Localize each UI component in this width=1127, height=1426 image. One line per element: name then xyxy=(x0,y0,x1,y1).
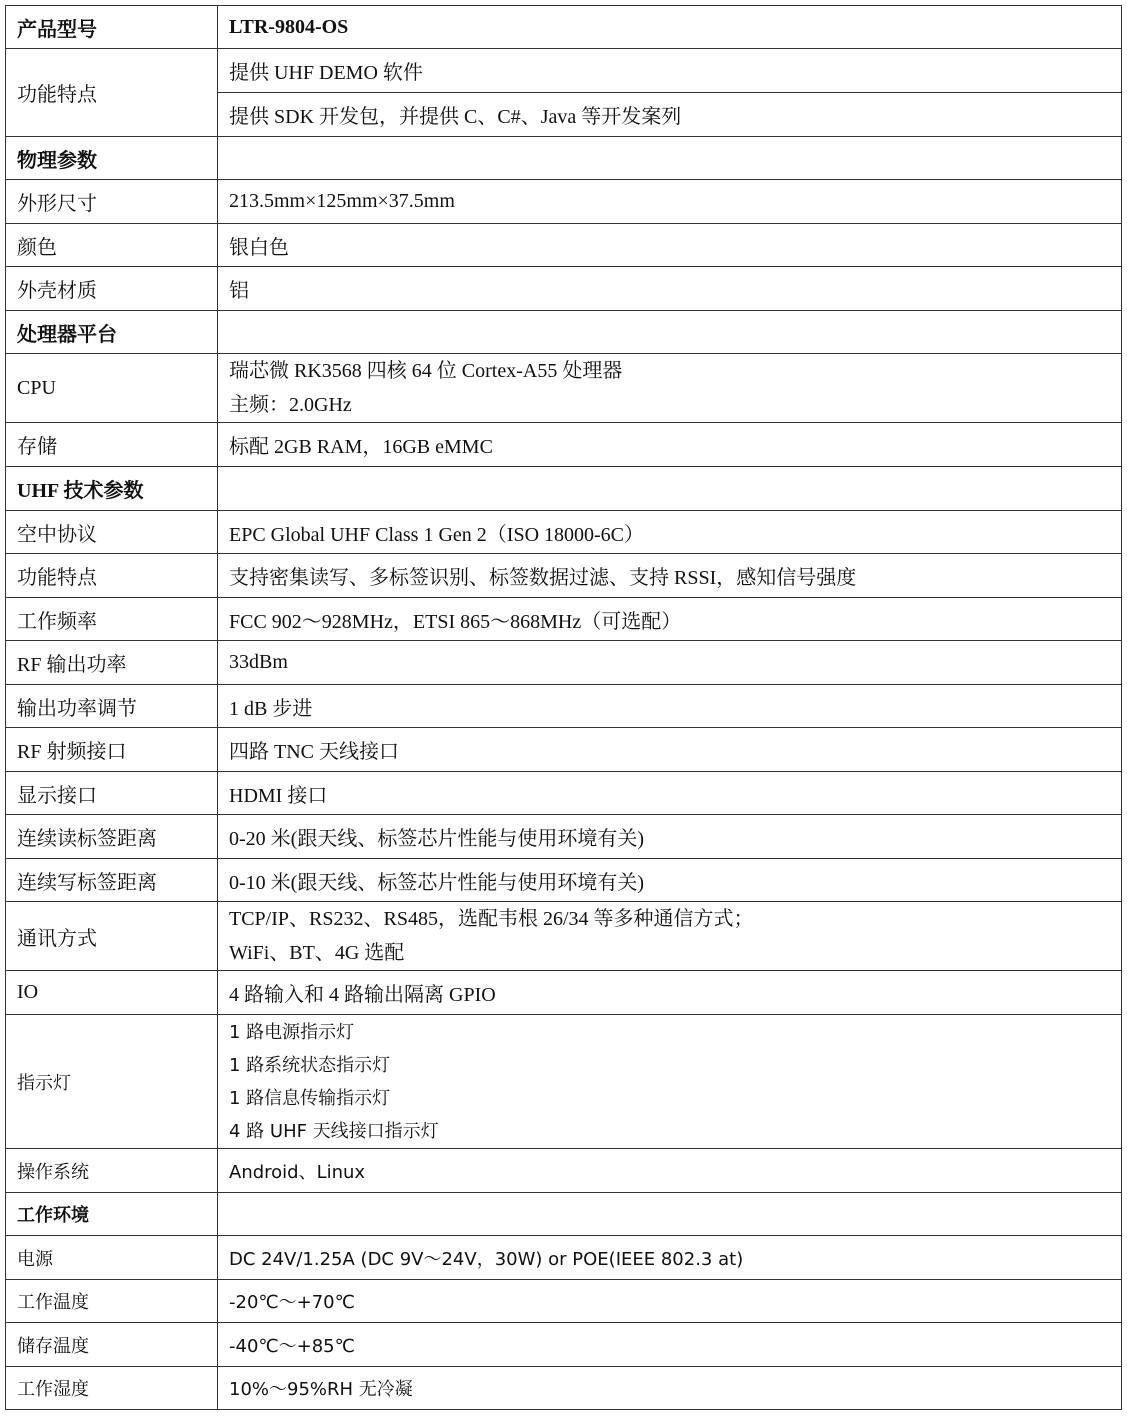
table-row xyxy=(6,728,1122,772)
table-row xyxy=(6,598,1122,641)
section-heading: 物理参数 xyxy=(6,137,218,180)
empty-cell xyxy=(218,1193,1122,1236)
row-label: RF 输出功率 xyxy=(6,641,218,685)
section-heading: 工作环境 xyxy=(6,1193,218,1236)
row-value: 支持密集读写、多标签识别、标签数据过滤、支持 RSSI，感知信号强度 xyxy=(218,554,1122,598)
value-line: 1 路系统状态指示灯 xyxy=(229,1054,391,1076)
row-label: 通讯方式 xyxy=(6,902,218,971)
section-row xyxy=(6,311,1122,354)
value-line: 1 路电源指示灯 xyxy=(229,1021,355,1043)
value-line: 主频：2.0GHz xyxy=(229,394,352,416)
row-value: 33dBm xyxy=(218,641,1122,685)
row-value: DC 24V/1.25A (DC 9V～24V，30W) or POE(IEEE 802.3 at) xyxy=(218,1236,1122,1280)
table-row xyxy=(6,902,1122,971)
table-row xyxy=(6,772,1122,815)
empty-cell xyxy=(218,137,1122,180)
row-value: 0-10 米(跟天线、标签芯片性能与使用环境有关) xyxy=(218,859,1122,902)
row-label: 电源 xyxy=(6,1236,218,1280)
section-heading: 处理器平台 xyxy=(6,311,218,354)
row-value: 提供 SDK 开发包，并提供 C、C#、Java 等开发案列 xyxy=(218,93,1122,137)
row-value: EPC Global UHF Class 1 Gen 2（ISO 18000-6C） xyxy=(218,511,1122,554)
row-label: 产品型号 xyxy=(6,6,218,49)
row-value: -20℃～+70℃ xyxy=(218,1280,1122,1323)
row-label: RF 射频接口 xyxy=(6,728,218,772)
value-line: 1 路信息传输指示灯 xyxy=(229,1087,391,1109)
table-row xyxy=(6,685,1122,728)
row-value: 10%～95%RH 无冷凝 xyxy=(218,1367,1122,1410)
row-label: 指示灯 xyxy=(6,1015,218,1149)
row-value: 0-20 米(跟天线、标签芯片性能与使用环境有关) xyxy=(218,815,1122,859)
row-value: 提供 UHF DEMO 软件 xyxy=(218,49,1122,93)
row-label: CPU xyxy=(6,354,218,423)
table-row xyxy=(6,641,1122,685)
row-label: IO xyxy=(6,971,218,1015)
row-value: 银白色 xyxy=(218,224,1122,267)
row-label: 储存温度 xyxy=(6,1323,218,1367)
row-value: FCC 902～928MHz，ETSI 865～868MHz（可选配） xyxy=(218,598,1122,641)
row-label: 功能特点 xyxy=(6,49,218,137)
section-heading: UHF 技术参数 xyxy=(6,467,218,511)
row-label: 输出功率调节 xyxy=(6,685,218,728)
row-value: 1 dB 步进 xyxy=(218,685,1122,728)
row-value: HDMI 接口 xyxy=(218,772,1122,815)
row-value: -40℃～+85℃ xyxy=(218,1323,1122,1367)
row-label: 连续写标签距离 xyxy=(6,859,218,902)
row-value xyxy=(218,902,1122,971)
table-row xyxy=(6,1236,1122,1280)
table-row xyxy=(6,511,1122,554)
row-label: 显示接口 xyxy=(6,772,218,815)
value-line: WiFi、BT、4G 选配 xyxy=(229,942,405,964)
table-row xyxy=(6,971,1122,1015)
row-label: 空中协议 xyxy=(6,511,218,554)
row-value xyxy=(218,354,1122,423)
value-line: 瑞芯微 RK3568 四核 64 位 Cortex-A55 处理器 xyxy=(229,360,623,382)
table-row xyxy=(6,267,1122,311)
table-row xyxy=(6,859,1122,902)
table-row xyxy=(6,1280,1122,1323)
table-row xyxy=(6,423,1122,467)
value-line: TCP/IP、RS232、RS485，选配韦根 26/34 等多种通信方式； xyxy=(229,908,754,930)
spec-table xyxy=(5,5,1122,1410)
table-row xyxy=(6,815,1122,859)
row-label: 外形尺寸 xyxy=(6,180,218,224)
table-row xyxy=(6,6,1122,49)
row-label: 操作系统 xyxy=(6,1149,218,1193)
section-row xyxy=(6,467,1122,511)
row-label: 颜色 xyxy=(6,224,218,267)
section-row xyxy=(6,1193,1122,1236)
row-label: 工作温度 xyxy=(6,1280,218,1323)
table-row xyxy=(6,1323,1122,1367)
row-label: 存储 xyxy=(6,423,218,467)
row-value: 4 路输入和 4 路输出隔离 GPIO xyxy=(218,971,1122,1015)
empty-cell xyxy=(218,467,1122,511)
row-value xyxy=(218,1015,1122,1149)
section-row xyxy=(6,137,1122,180)
table-row xyxy=(6,354,1122,423)
row-label: 外壳材质 xyxy=(6,267,218,311)
model-value: LTR-9804-OS xyxy=(218,6,1122,49)
row-label: 工作频率 xyxy=(6,598,218,641)
table-row xyxy=(6,49,1122,93)
value-line: 4 路 UHF 天线接口指示灯 xyxy=(229,1120,439,1142)
table-row xyxy=(6,1367,1122,1410)
empty-cell xyxy=(218,311,1122,354)
row-value: Android、Linux xyxy=(218,1149,1122,1193)
row-value: 铝 xyxy=(218,267,1122,311)
table-row xyxy=(6,180,1122,224)
row-value: 213.5mm×125mm×37.5mm xyxy=(218,180,1122,224)
row-value: 四路 TNC 天线接口 xyxy=(218,728,1122,772)
table-row xyxy=(6,1149,1122,1193)
row-value: 标配 2GB RAM，16GB eMMC xyxy=(218,423,1122,467)
table-row xyxy=(6,554,1122,598)
row-label: 工作湿度 xyxy=(6,1367,218,1410)
row-label: 功能特点 xyxy=(6,554,218,598)
table-row xyxy=(6,1015,1122,1149)
table-row xyxy=(6,224,1122,267)
row-label: 连续读标签距离 xyxy=(6,815,218,859)
